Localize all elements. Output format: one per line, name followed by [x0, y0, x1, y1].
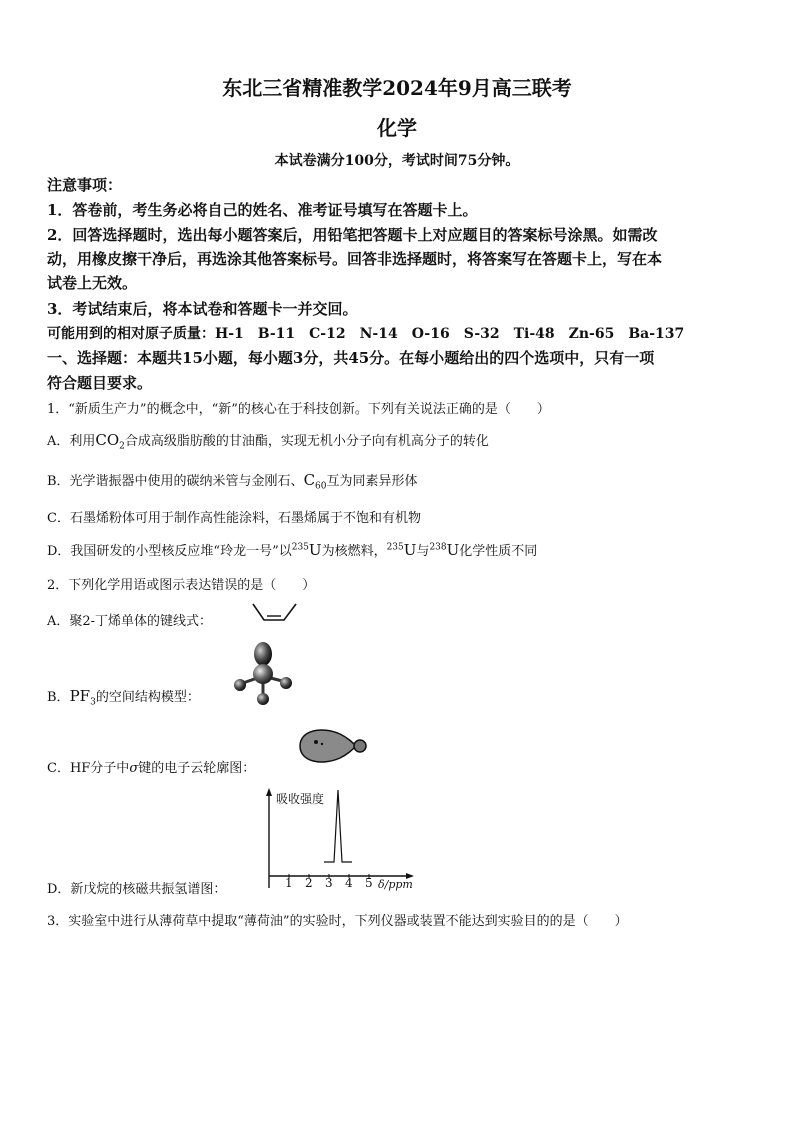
q2-option-d: D．新戊烷的核磁共振氢谱图：: [47, 882, 227, 897]
exam-info: 本试卷满分100分，考试时间75分钟。: [274, 153, 520, 169]
q2-option-b: B．$PF_3$的空间结构模型：: [47, 687, 200, 708]
section1-line1: 一、选择题：本题共15小题，每小题3分，共45分。在每小题给出的四个选项中，只有一项: [47, 349, 655, 367]
q1-option-c: C．石墨烯粉体可用于制作高性能涂料，石墨烯属于不饱和有机物: [47, 511, 421, 526]
q2-option-c: C．HF分子中σ键的电子云轮廓图：: [47, 761, 256, 776]
notice-heading: 注意事项：: [47, 176, 123, 194]
nmr-tick-3: 3: [325, 876, 333, 890]
nmr-ylabel: 吸收强度: [276, 792, 325, 806]
notice-item-2: 2．回答选择题时，选出每小题答案后，用铅笔把答题卡上对应题目的答案标号涂黑。如需改: [47, 226, 658, 244]
atomic-masses: 可能用到的相对原子质量：H-1 B-11 C-12 N-14 O-16 S-32 Ti-48 Zn-65 Ba-137: [47, 326, 685, 342]
section1-line2: 符合题目要求。: [47, 374, 153, 392]
nmr-tick-5: 5: [365, 876, 373, 890]
nmr-xlabel: δ/ppm: [378, 878, 413, 891]
butene-skeletal-formula: [250, 601, 300, 623]
q2-stem: 2．下列化学用语或图示表达错误的是（ ）: [47, 578, 316, 593]
nmr-tick-2: 2: [305, 876, 313, 890]
exam-title: 东北三省精准教学2024年9月高三联考: [222, 76, 572, 100]
q3-stem: 3．实验室中进行从薄荷草中提取“薄荷油”的实验时，下列仪器或装置不能达到实验目的的是（ ）: [47, 914, 628, 929]
nmr-tick-1: 1: [285, 876, 293, 890]
notice-item-2-cont: 动，用橡皮擦干净后，再选涂其他答案标号。回答非选择题时，将答案写在答题卡上，写在本: [47, 250, 663, 268]
exam-subject: 化学: [377, 116, 417, 140]
q2-option-a: A．聚2-丁烯单体的键线式：: [47, 614, 213, 629]
notice-item-3: 3．考试结束后，将本试卷和答题卡一并交回。: [47, 300, 358, 318]
notice-item-2-end: 试卷上无效。: [47, 274, 138, 292]
q1-option-a: A．利用$CO_2$合成高级脂肪酸的甘油酯，实现无机小分子向有机高分子的转化: [47, 431, 489, 452]
q1-option-b: B．光学谐振器中使用的碳纳米管与金刚石、$C_{60}$互为同素异形体: [47, 471, 418, 492]
q1-stem: 1．“新质生产力”的概念中，“新”的核心在于科技创新。下列有关说法正确的是（ ）: [47, 402, 550, 417]
notice-item-1: 1．答卷前，考生务必将自己的姓名、准考证号填写在答题卡上。: [47, 201, 478, 219]
hf-sigma-orbital: [296, 724, 368, 768]
q1-option-d: D．我国研发的小型核反应堆“玲龙一号”以$^{235}$U为核燃料，$^{235}$U与$^{238}$U化学性质不同: [47, 541, 538, 559]
pf3-ball-model: [228, 640, 298, 706]
nmr-tick-4: 4: [345, 876, 353, 890]
